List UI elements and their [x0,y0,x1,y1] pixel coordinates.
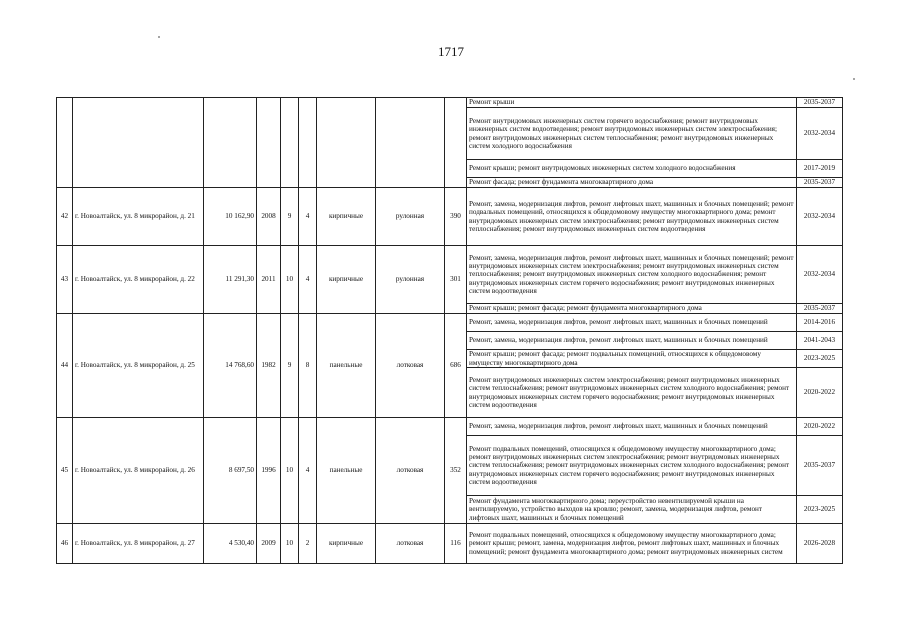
address-cell [73,98,204,188]
work-period: 2020-2022 [797,418,843,436]
apartments-cell: 116 [445,524,467,564]
roof-type-cell: лотковая [376,418,445,524]
row-number: 43 [57,246,73,314]
wall-material-cell: кирпичные [317,188,376,246]
work-description: Ремонт крыши; ремонт внутридомовых инженерных систем холодного водоснабжения [467,160,797,178]
table-row [57,418,843,436]
table-row [57,98,843,108]
table-row [57,246,843,304]
roof-type-cell: рулонная [376,188,445,246]
entrances-cell: 4 [299,418,317,524]
work-description: Ремонт фундамента многоквартирного дома; переустройство невентилируемой крыши на вентилируемую, устройство выходов на кровлю; ремонт, замена, модернизация лифтов, ремонт лифтовых шахт, машинных и блочных помещений [467,496,797,524]
entrances-cell: 4 [299,246,317,314]
work-description: Ремонт крыши [467,98,797,108]
work-description: Ремонт, замена, модернизация лифтов, ремонт лифтовых шахт, машинных и блочных помещений; ремонт подвальных помещений, относящихся к общедомовому имуществу многоквартирного дома; ремонт внутридомовых инженерных систем электроснабжения; ремонт внутридомовых инженерных систем теплоснабжения; ремонт внутридомовых инженерных систем водоотведения [467,188,797,246]
work-period: 2026-2028 [797,524,843,564]
row-number: 45 [57,418,73,524]
work-description: Ремонт, замена, модернизация лифтов, ремонт лифтовых шахт, машинных и блочных помещений [467,332,797,350]
address-cell: г. Новоалтайск, ул. 8 микрорайон, д. 27 [73,524,204,564]
apartments-cell: 301 [445,246,467,314]
entrances-cell: 8 [299,314,317,418]
scan-speck [158,36,160,38]
work-description: Ремонт крыши; ремонт фасада; ремонт фундамента многоквартирного дома [467,304,797,314]
work-period: 2032-2034 [797,246,843,304]
work-description: Ремонт крыши; ремонт фасада; ремонт подвальных помещений, относящихся к общедомовому имуществу многоквартирного дома [467,350,797,368]
work-period: 2035-2037 [797,436,843,496]
year-cell [257,98,281,188]
year-cell: 2009 [257,524,281,564]
work-period: 2032-2034 [797,188,843,246]
table-row [57,314,843,332]
area-cell: 11 291,30 [204,246,257,314]
floors-cell: 10 [281,246,299,314]
year-cell: 1996 [257,418,281,524]
floors-cell: 10 [281,524,299,564]
entrances-cell: 4 [299,188,317,246]
area-cell: 8 697,50 [204,418,257,524]
row-number: 46 [57,524,73,564]
apartments-cell [445,98,467,188]
work-description: Ремонт фасада; ремонт фундамента многоквартирного дома [467,178,797,188]
floors-cell: 9 [281,188,299,246]
work-period: 2023-2025 [797,350,843,368]
page-number: 1717 [438,44,464,59]
wall-material-cell: кирпичные [317,246,376,314]
wall-material-cell [317,98,376,188]
area-cell [204,98,257,188]
work-period: 2023-2025 [797,496,843,524]
work-description: Ремонт, замена, модернизация лифтов, ремонт лифтовых шахт, машинных и блочных помещений [467,418,797,436]
apartments-cell: 390 [445,188,467,246]
year-cell: 1982 [257,314,281,418]
entrances-cell: 2 [299,524,317,564]
apartments-cell: 352 [445,418,467,524]
work-period: 2017-2019 [797,160,843,178]
work-period: 2032-2034 [797,108,843,160]
work-description: Ремонт подвальных помещений, относящихся к общедомовому имуществу многоквартирного дома; ремонт крыши; ремонт, замена, модернизация лифтов, ремонт лифтовых шахт, машинных и блочных помещений; ремонт фундамента многоквартирного дома; ремонт внутридомовых инженерных систем [467,524,797,564]
floors-cell: 10 [281,418,299,524]
address-cell: г. Новоалтайск, ул. 8 микрорайон, д. 21 [73,188,204,246]
floors-cell: 9 [281,314,299,418]
table-row [57,188,843,246]
address-cell: г. Новоалтайск, ул. 8 микрорайон, д. 25 [73,314,204,418]
row-number [57,98,73,188]
wall-material-cell: кирпичные [317,524,376,564]
capital-repair-table [56,97,843,564]
work-description: Ремонт внутридомовых инженерных систем электроснабжения; ремонт внутридомовых инженерных систем теплоснабжения; ремонт внутридомовых инженерных систем холодного водоснабжения; ремонт внутридомовых инженерных систем горячего водоснабжения; ремонт внутридомовых инженерных систем водоотведения [467,368,797,418]
row-number: 44 [57,314,73,418]
address-cell: г. Новоалтайск, ул. 8 микрорайон, д. 26 [73,418,204,524]
roof-type-cell: лотковая [376,524,445,564]
work-description: Ремонт, замена, модернизация лифтов, ремонт лифтовых шахт, машинных и блочных помещений [467,314,797,332]
floors-cell [281,98,299,188]
work-period: 2035-2037 [797,178,843,188]
apartments-cell: 686 [445,314,467,418]
row-number: 42 [57,188,73,246]
scan-speck [853,78,855,80]
wall-material-cell: панельные [317,314,376,418]
area-cell: 10 162,90 [204,188,257,246]
entrances-cell [299,98,317,188]
roof-type-cell: рулонная [376,246,445,314]
roof-type-cell [376,98,445,188]
wall-material-cell: панельные [317,418,376,524]
work-description: Ремонт, замена, модернизация лифтов, ремонт лифтовых шахт, машинных и блочных помещений; ремонт внутридомовых инженерных систем электроснабжения; ремонт внутридомовых инженерных систем теплоснабжения; ремонт внутридомовых инженерных систем холодного водоснабжения; ремонт внутридомовых инженерных систем горячего водоснабжения; ремонт внутридомовых инженерных систем водоотведения [467,246,797,304]
address-cell: г. Новоалтайск, ул. 8 микрорайон, д. 22 [73,246,204,314]
work-period: 2035-2037 [797,98,843,108]
year-cell: 2008 [257,188,281,246]
area-cell: 4 530,40 [204,524,257,564]
roof-type-cell: лотковая [376,314,445,418]
work-period: 2041-2043 [797,332,843,350]
work-period: 2035-2037 [797,304,843,314]
area-cell: 14 768,60 [204,314,257,418]
table-row [57,524,843,564]
work-period: 2014-2016 [797,314,843,332]
year-cell: 2011 [257,246,281,314]
work-period: 2020-2022 [797,368,843,418]
work-description: Ремонт внутридомовых инженерных систем горячего водоснабжения; ремонт внутридомовых инженерных систем водоотведения; ремонт внутридомовых инженерных систем электроснабжения; ремонт внутридомовых инженерных систем теплоснабжения; ремонт внутридомовых инженерных систем холодного водоснабжения [467,108,797,160]
work-description: Ремонт подвальных помещений, относящихся к общедомовому имуществу многоквартирного дома; ремонт внутридомовых инженерных систем электроснабжения; ремонт внутридомовых инженерных систем теплоснабжения; ремонт внутридомовых инженерных систем холодного водоснабжения; ремонт внутридомовых инженерных систем горячего водоснабжения; ремонт внутридомовых инженерных систем водоотведения [467,436,797,496]
